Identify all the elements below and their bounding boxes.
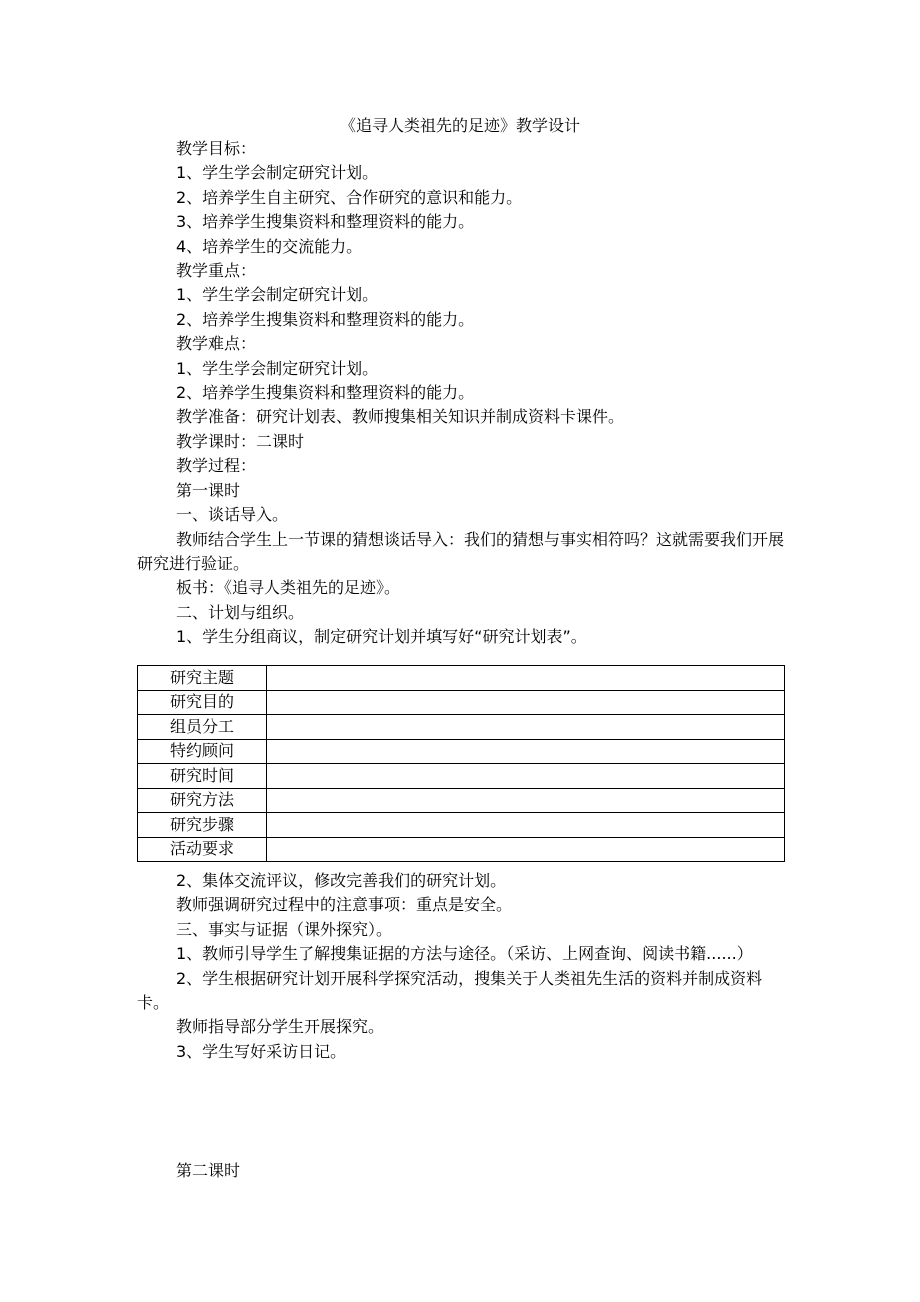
evidence-section [137, 869, 787, 1064]
intro-paragraph: 教师结合学生上一节课的猜想谈话导入：我们的猜想与事实相符吗？这就需要我们开展研究进行验证。 [137, 529, 785, 573]
second-lesson-heading: 第二课时 [176, 1161, 241, 1180]
text-line: 教师强调研究过程中的注意事项：重点是安全。 [176, 895, 513, 915]
row-label: 研究主题 [138, 666, 267, 691]
row-value [267, 715, 785, 740]
table-row [138, 690, 785, 715]
text-line: 1、学生学会制定研究计划。 [176, 285, 379, 305]
table-row [138, 666, 785, 691]
row-label: 组员分工 [138, 715, 267, 740]
row-label: 研究时间 [138, 764, 267, 789]
text-line: 2、培养学生搜集资料和整理资料的能力。 [176, 383, 475, 403]
table-row [138, 764, 785, 789]
research-plan-table [137, 665, 785, 862]
text-line: 4、培养学生的交流能力。 [176, 236, 363, 256]
row-value [267, 764, 785, 789]
text-line: 教学重点： [176, 261, 257, 281]
text-line: 第一课时 [176, 480, 241, 500]
evidence-paragraph: 2、学生根据研究计划开展科学探究活动，搜集关于人类祖先生活的资料并制成资料卡。 [137, 968, 763, 1013]
second-lesson-section [137, 1159, 787, 1183]
text-line: 教学目标： [176, 139, 257, 158]
row-value [267, 690, 785, 715]
table-row [138, 837, 785, 862]
table-row [138, 788, 785, 813]
text-line: 教学准备：研究计划表、教师搜集相关知识并制成资料卡课件。 [176, 407, 625, 427]
table-row [138, 715, 785, 740]
row-label: 研究步骤 [138, 813, 267, 838]
text-line: 板书：《追寻人类祖先的足迹》。 [176, 578, 401, 598]
row-label: 研究目的 [138, 690, 267, 715]
objectives-section [137, 137, 787, 650]
text-line: 三、事实与证据（课外探究）。 [176, 919, 393, 939]
row-value [267, 666, 785, 691]
table-row [138, 739, 785, 764]
row-value [267, 813, 785, 838]
row-value [267, 739, 785, 764]
text-line: 1、学生学会制定研究计划。 [176, 163, 379, 183]
evidence-paragraph: 1、教师引导学生了解搜集证据的方法与途径。（采访、上网查询、阅读书籍......） [176, 944, 753, 964]
row-value [267, 788, 785, 813]
text-line: 一、谈话导入。 [176, 505, 289, 525]
text-line: 教学难点： [176, 334, 257, 354]
document-title: 《追寻人类祖先的足迹》教学设计 [339, 116, 580, 135]
row-label: 活动要求 [138, 837, 267, 862]
text-line: 教学课时：二课时 [176, 431, 305, 451]
table-row [138, 813, 785, 838]
text-line: 2、集体交流评议，修改完善我们的研究计划。 [176, 871, 507, 890]
row-label: 特约顾问 [138, 739, 267, 764]
text-line: 二、计划与组织。 [176, 602, 305, 622]
row-label: 研究方法 [138, 788, 267, 813]
text-line: 教师指导部分学生开展探究。 [176, 1017, 385, 1037]
text-line: 2、培养学生自主研究、合作研究的意识和能力。 [176, 187, 523, 207]
text-line: 教学过程： [176, 456, 257, 476]
text-line: 3、培养学生搜集资料和整理资料的能力。 [176, 212, 475, 232]
text-line: 2、培养学生搜集资料和整理资料的能力。 [176, 309, 475, 329]
text-line: 1、学生分组商议，制定研究计划并填写好“研究计划表”。 [176, 627, 587, 647]
text-line: 1、学生学会制定研究计划。 [176, 358, 379, 378]
text-line: 3、学生写好采访日记。 [176, 1041, 347, 1061]
row-value [267, 837, 785, 862]
